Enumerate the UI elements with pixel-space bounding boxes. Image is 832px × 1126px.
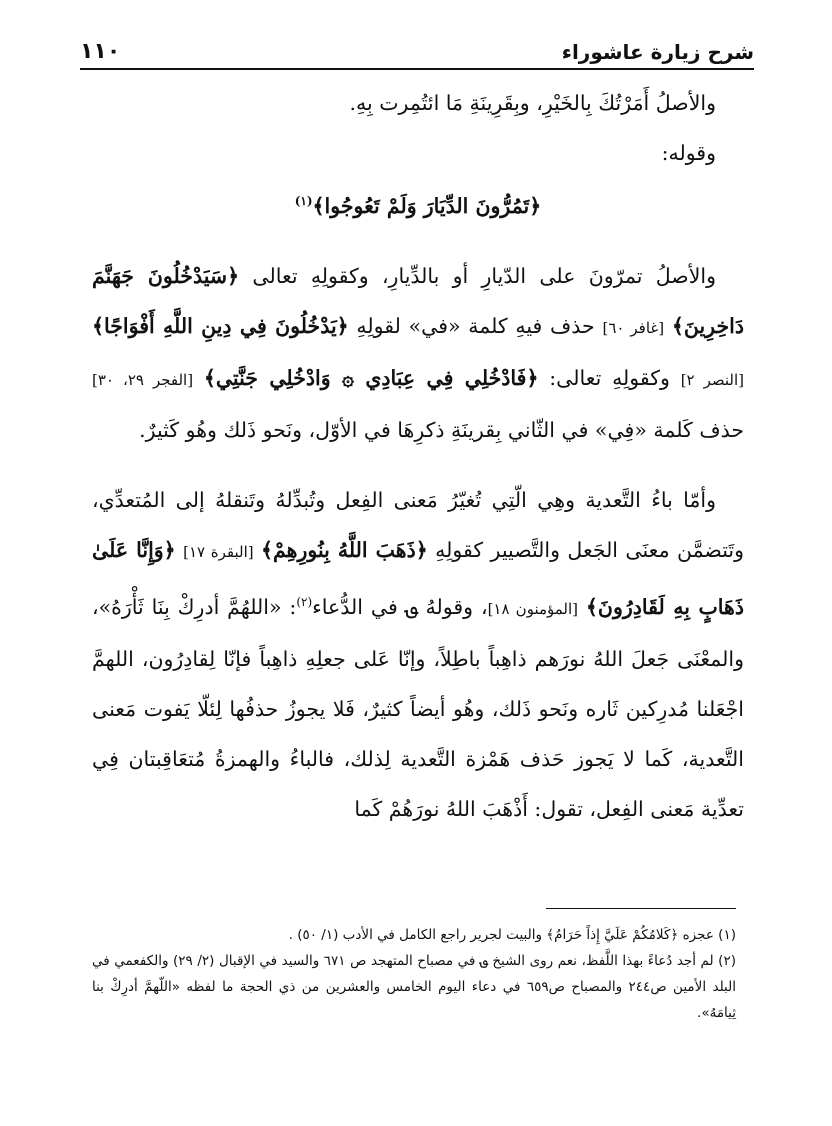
quran-quote-5: ﴿وَإِنَّا عَلَىٰ ذَهَابٍ بِهِ لَقَادِرُونَ﴾: [92, 537, 744, 619]
footnote-separator: [546, 908, 736, 909]
paragraph-1: والأصلُ أَمَرْتُكَ بِالخَيْرِ، وبِقَرِينَةِ مَا ائتُمِرت بِهِ.: [349, 91, 716, 115]
footnotes: [92, 922, 736, 1026]
footnote-marker-1: (١): [294, 194, 313, 208]
footnote-1: (١) عجزه ﴿كَلامُكُمْ عَلَيَّ إِذاً حَرَامُ﴾ والبيت لجرير راجع الكامل في الأدب (١/ ٥٠) .: [288, 927, 736, 943]
paragraph-3: [92, 251, 744, 455]
poem-verse: ﴿تَمُرُّونَ الدِّيَارَ وَلَمْ تَعُوجُوا﴾: [312, 193, 542, 218]
quran-quote-4: ﴿ذَهَبَ اللَّهُ بِنُورِهِمْ﴾: [261, 537, 428, 562]
quran-ref-1: [غافر ٦٠]: [602, 318, 665, 337]
quran-quote-3: ﴿فَادْخُلِي فِي عِبَادِي ۞ وَادْخُلِي جَنَّتِي﴾: [203, 365, 539, 390]
quran-ref-3: [الفجر ٢٩، ٣٠]: [92, 370, 194, 389]
quran-ref-5: [المؤمنون ١٨]: [487, 599, 579, 618]
quran-ref-4: [البقرة ١٧]: [183, 542, 254, 561]
p3-text-d: حذف كَلمة «فِي» في الثّاني بِقرينَةِ ذكرِهَا في الأوّل، ونَحو ذَلك وهُو كَثيرٌ.: [139, 417, 744, 442]
quran-ref-2: [النصر ٢]: [680, 370, 744, 389]
quran-quote-1: ﴿سَيَدْخُلُونَ جَهَنَّمَ دَاخِرِينَ﴾: [92, 263, 744, 338]
p3-text-a: والأصلُ تمرّونَ على الدّيارِ أو بالدِّيارِ، وكقولِهِ تعالى: [252, 263, 717, 288]
running-title: شرح زيارة عاشوراء: [561, 40, 754, 64]
footnote-marker-2: (٢): [296, 594, 313, 609]
paragraph-2: وقوله:: [661, 141, 716, 165]
p4-text-b: ، وقولهُ ؈ في الدُّعاء: [312, 594, 488, 619]
p3-text-c: وكقولِهِ تعالى:: [549, 365, 670, 390]
footnote-2: (٢) لم أجد دُعاءً بهذا اللَّفظ، نعم روى الشيخ ؈ في مصباح المتهجد ص ٦٧١ والسيد في الإقبال (٢/ ٢٩) والكفعمي في البلد الأمين ص٢٤٤ والمصباح ص٦٥٩ في دعاء اليوم الخامس والعشرين من ذي الحجة ما لفظه «اللّهمَّ أدرِكْ بنا ثِيامَهُ».: [92, 953, 736, 1021]
main-text: [92, 78, 744, 834]
quran-quote-2: ﴿يَدْخُلُونَ فِي دِينِ اللَّهِ أَفْوَاجًا﴾: [92, 313, 349, 338]
p3-text-b: حذف فيهِ كلمة «في» لقولِهِ: [356, 313, 595, 338]
verse-line: [92, 176, 744, 231]
page-header: [80, 24, 754, 70]
page-number: ١١٠: [80, 39, 121, 64]
p4-text-c: : «اللهُمَّ أدرِكْ بِنَا ثَأْرَهُ»، والمعْنَى جَعلَ اللهُ نورَهم ذاهِباً باطِلاً، وإنّا عَلى جعلِهِ ذاهِباً فإنّا لِقادِرُون، اللهمَّ اجْعَلنا مُدرِكين ثَاره ونَحو ذَلك، وهُو أيضاً كثيرٌ، فَلا يجوزُ حذفُها لِئلّا يَفوت مَعنى التَّعدية، كَما لا يَجوز حَذف هَمْزة التَّعدية لِذلك، فالباءُ والهمزةُ مُتعَاقِبتان فِي تعدِّية مَعنى الفِعل، تقول: أَذْهَبَ اللهُ نورَهُمْ كَما: [92, 594, 744, 821]
p4-text-a: وأمّا باءُ التَّعدية وهِي الّتِي تُغيّرُ مَعنى الفِعل وتُبدِّلهُ وتَنقلهُ إلى المُتعدِّي، وتَتضمَّن معنَى الجَعل والتَّصيير كقولِهِ: [92, 487, 744, 562]
paragraph-4: [92, 475, 744, 834]
